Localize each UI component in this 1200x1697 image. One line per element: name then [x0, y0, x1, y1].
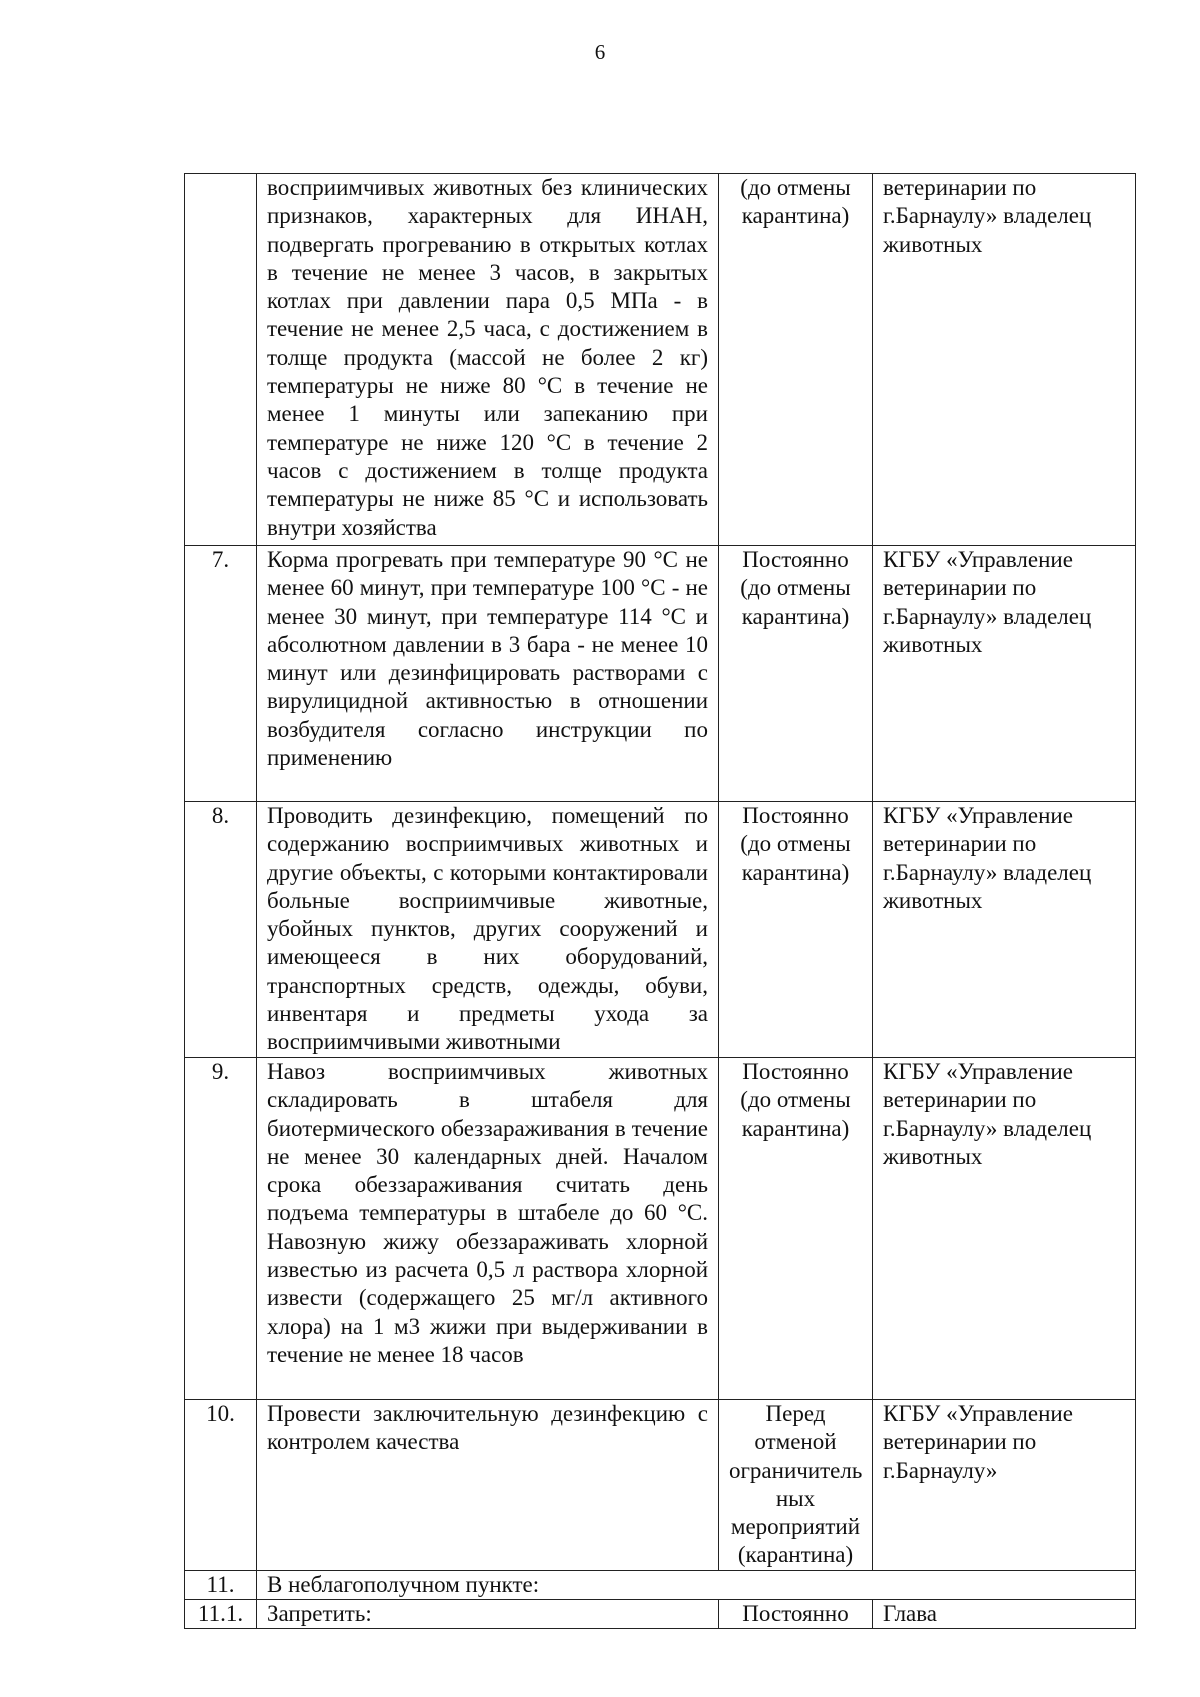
responsible-text: Глава	[873, 1600, 1136, 1629]
term-text: Постоянно (до отмены карантина)	[719, 802, 873, 1058]
responsible-text: ветеринарии по г.Барнаулу» владелец животных	[873, 174, 1136, 546]
measures-table	[184, 173, 1136, 1629]
table-row	[185, 802, 1136, 1058]
row-number: 11.	[185, 1570, 257, 1599]
term-text: Постоянно (до отмены карантина)	[719, 1058, 873, 1400]
row-number: 7.	[185, 546, 257, 802]
term-text: Постоянно (до отмены карантина)	[719, 546, 873, 802]
measure-text: Провести заключительную дезинфекцию с контролем качества	[257, 1400, 719, 1571]
responsible-text: КГБУ «Управление ветеринарии по г.Барнаулу» владелец животных	[873, 546, 1136, 802]
measure-text: Проводить дезинфекцию, помещений по содержанию восприимчивых животных и другие объекты, с которыми контактировали больные восприимчивые животные, убойных пунктов, других сооружений и имеющееся в них оборудований, транспортных средств, одежды, обуви, инвентаря и предметы ухода за восприимчивыми животными	[257, 802, 719, 1058]
responsible-text: КГБУ «Управление ветеринарии по г.Барнаулу» владелец животных	[873, 1058, 1136, 1400]
term-text: (до отмены карантина)	[719, 174, 873, 546]
table-row	[185, 1058, 1136, 1400]
table-row	[185, 1600, 1136, 1629]
row-number: 10.	[185, 1400, 257, 1571]
table-row	[185, 1570, 1136, 1599]
table-row	[185, 174, 1136, 546]
term-text: Постоянно	[719, 1600, 873, 1629]
row-number: 9.	[185, 1058, 257, 1400]
page-number: 6	[594, 40, 606, 64]
measure-text: Корма прогревать при температуре 90 °С не менее 60 минут, при температуре 100 °С - не менее 30 минут, при температуре 114 °С и абсолютном давлении в 3 бара - не менее 10 минут или дезинфицировать растворами с вирулицидной активностью в отношении возбудителя согласно инструкции по применению	[257, 546, 719, 802]
measure-text: Запретить:	[257, 1600, 719, 1629]
responsible-text: КГБУ «Управление ветеринарии по г.Барнаулу» владелец животных	[873, 802, 1136, 1058]
section-heading: В неблагополучном пункте:	[257, 1570, 1136, 1599]
measure-text: восприимчивых животных без клинических признаков, характерных для ИНАН, подвергать прогреванию в открытых котлах в течение не менее 3 часов, в закрытых котлах при давлении пара 0,5 МПа - в течение не менее 2,5 часа, с достижением в толще продукта (массой не более 2 кг) температуры не ниже 80 °С в течение не менее 1 минуты или запеканию при температуре не ниже 120 °С в течение 2 часов с достижением в толще продукта температуры не ниже 85 °С и использовать внутри хозяйства	[257, 174, 719, 546]
row-number	[185, 174, 257, 546]
row-number: 8.	[185, 802, 257, 1058]
term-text: Перед отменой ограничитель ных мероприятий (карантина)	[719, 1400, 873, 1571]
responsible-text: КГБУ «Управление ветеринарии по г.Барнаулу»	[873, 1400, 1136, 1571]
table-row	[185, 546, 1136, 802]
measure-text: Навоз восприимчивых животных складировать в штабеля для биотермического обеззараживания в течение не менее 30 календарных дней. Началом срока обеззараживания считать день подъема температуры в штабеле до 60 °С. Навозную жижу обеззараживать хлорной известью из расчета 0,5 л раствора хлорной извести (содержащего 25 мг/л активного хлора) на 1 м3 жижи при выдерживании в течение не менее 18 часов	[257, 1058, 719, 1400]
table-row	[185, 1400, 1136, 1571]
row-number: 11.1.	[185, 1600, 257, 1629]
